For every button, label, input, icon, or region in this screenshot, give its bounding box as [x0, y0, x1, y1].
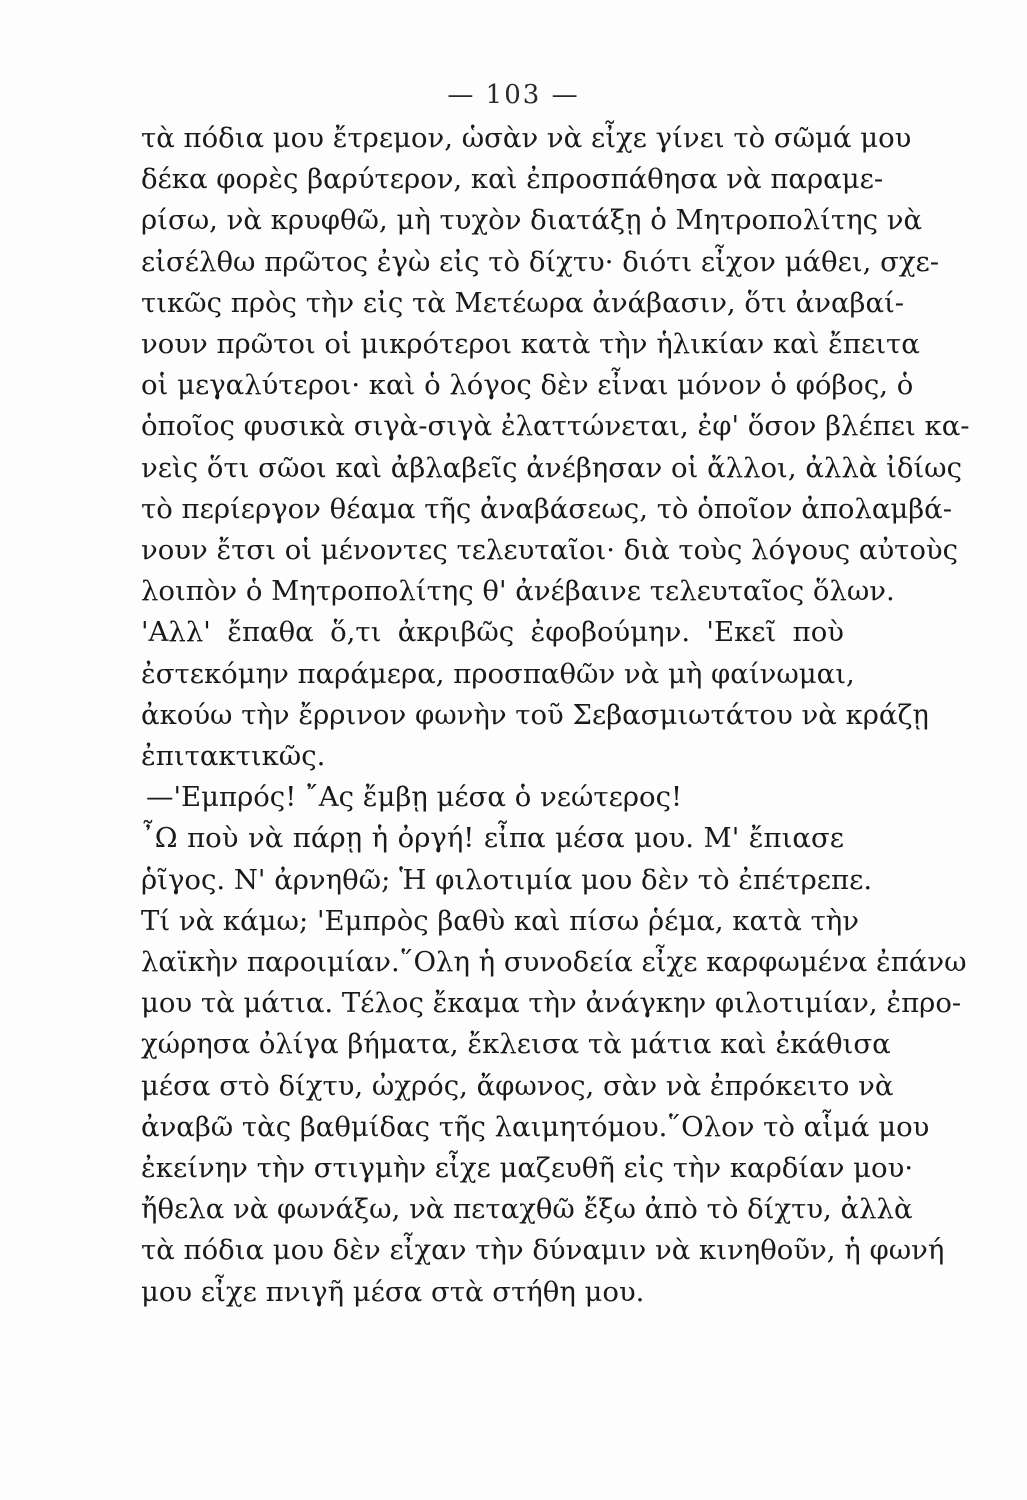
- text-line: ἤθελα νὰ φωνάξω, νὰ πεταχθῶ ἔξω ἀπὸ τὸ δίχτυ, ἀλλὰ: [141, 1193, 913, 1226]
- text-line: —'Εμπρός! ῎Ας ἔμβῃ μέσα ὁ νεώτερος!: [146, 781, 683, 814]
- body-text: [141, 118, 970, 1313]
- text-line: νεὶς ὅτι σῶοι καὶ ἀβλαβεῖς ἀνέβησαν οἱ ἄλλοι, ἀλλὰ ἰδίως: [141, 451, 963, 484]
- text-line: λαϊκὴν παροιμίαν.῞Ολη ἡ συνοδεία εἶχε καρφωμένα ἐπάνω: [141, 946, 967, 979]
- text-line: ἐστεκόμην παράμερα, προσπαθῶν νὰ μὴ φαίνωμαι,: [141, 657, 855, 690]
- text-line: ῏Ω ποὺ νὰ πάρῃ ἡ ὀργή! εἶπα μέσα μου. Μ' ἔπιασε: [141, 822, 844, 855]
- text-line: τὰ πόδια μου δὲν εἶχαν τὴν δύναμιν νὰ κινηθοῦν, ἡ φωνή: [141, 1234, 945, 1267]
- text-line: τικῶς πρὸς τὴν εἰς τὰ Μετέωρα ἀνάβασιν, ὅτι ἀναβαί-: [141, 286, 905, 319]
- text-line: εἰσέλθω πρῶτος ἐγὼ εἰς τὸ δίχτυ· διότι εἶχον μάθει, σχε-: [141, 245, 940, 278]
- text-line: τὰ πόδια μου ἔτρεμον, ὡσὰν νὰ εἶχε γίνει τὸ σῶμά μου: [141, 122, 912, 154]
- text-line: οἱ μεγαλύτεροι· καὶ ὁ λόγος δὲν εἶναι μόνον ὁ φόβος, ὁ: [141, 369, 914, 402]
- text-line: λοιπὸν ὁ Μητροπολίτης θ' ἀνέβαινε τελευταῖος ὅλων.: [141, 575, 895, 608]
- text-line: δέκα φορὲς βαρύτερον, καὶ ἐπροσπάθησα νὰ παραμε-: [141, 163, 884, 196]
- page-number: — 103 —: [447, 80, 580, 110]
- text-line: ῥῖγος. Ν' ἀρνηθῶ; Ἡ φιλοτιμία μου δὲν τὸ ἐπέτρεπε.: [141, 863, 873, 896]
- text-line: ἀναβῶ τὰς βαθμίδας τῆς λαιμητόμου.῞Ολον τὸ αἷμά μου: [141, 1110, 930, 1143]
- text-line: μέσα στὸ δίχτυ, ὠχρός, ἄφωνος, σὰν νὰ ἐπρόκειτο νὰ: [141, 1069, 894, 1102]
- text-line: ὁποῖος φυσικὰ σιγὰ-σιγὰ ἐλαττώνεται, ἐφ' ὅσον βλέπει κα-: [141, 410, 970, 443]
- text-line: τὸ περίεργον θέαμα τῆς ἀναβάσεως, τὸ ὁποῖον ἀπολαμβά-: [141, 492, 953, 525]
- text-line: 'Αλλ' ἔπαθα ὅ,τι ἀκριβῶς ἐφοβούμην. 'Εκεῖ ποὺ: [141, 616, 844, 649]
- text-line: Τί νὰ κάμω; 'Εμπρὸς βαθὺ καὶ πίσω ῥέμα, κατὰ τὴν: [141, 904, 859, 937]
- text-line: μου τὰ μάτια. Τέλος ἔκαμα τὴν ἀνάγκην φιλοτιμίαν, ἐπρο-: [141, 987, 962, 1020]
- text-line: μου εἶχε πνιγῆ μέσα στὰ στήθη μου.: [141, 1275, 645, 1308]
- text-line: ἐπιτακτικῶς.: [141, 740, 326, 773]
- text-line: ρίσω, νὰ κρυφθῶ, μὴ τυχὸν διατάξῃ ὁ Μητροπολίτης νὰ: [141, 204, 923, 237]
- text-line: νουν πρῶτοι οἱ μικρότεροι κατὰ τὴν ἡλικίαν καὶ ἔπειτα: [141, 328, 920, 361]
- text-line: χώρησα ὀλίγα βήματα, ἔκλεισα τὰ μάτια καὶ ἐκάθισα: [141, 1028, 891, 1061]
- text-line: ἀκούω τὴν ἔρρινον φωνὴν τοῦ Σεβασμιωτάτου νὰ κράζῃ: [141, 698, 929, 731]
- text-line: ἐκείνην τὴν στιγμὴν εἶχε μαζευθῆ εἰς τὴν καρδίαν μου·: [141, 1152, 914, 1185]
- text-line: νουν ἔτσι οἱ μένοντες τελευταῖοι· διὰ τοὺς λόγους αὐτοὺς: [141, 534, 959, 567]
